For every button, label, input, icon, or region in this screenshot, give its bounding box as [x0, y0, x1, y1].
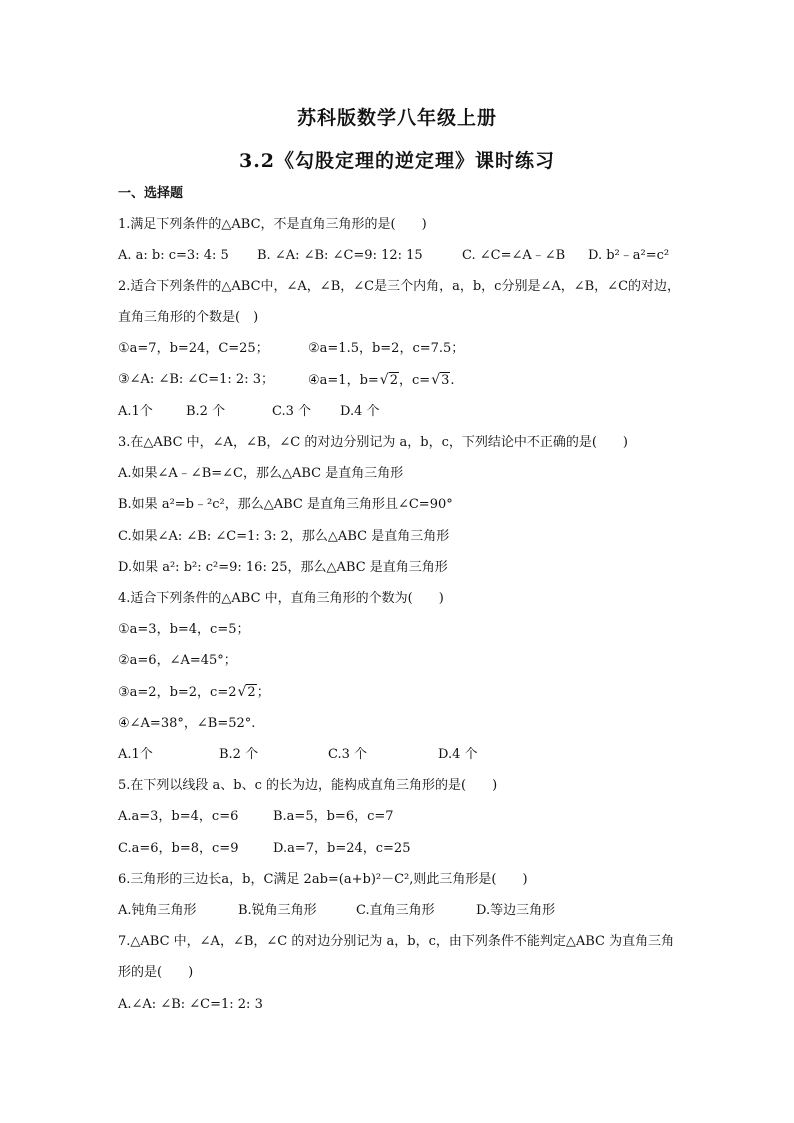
radicand: 2: [247, 685, 256, 700]
q2-items-row1: [118, 340, 618, 358]
q5-option-b: B.a=5，b=6，c=7: [273, 809, 394, 824]
q5-option-a: A.a=3，b=4，c=6: [118, 809, 239, 824]
q4-item-3-prefix: ③a=2，b=2，c=2: [118, 685, 237, 700]
radicand: 3: [441, 373, 450, 388]
q4-option-a: A.1个: [118, 747, 153, 762]
q6-options: [118, 902, 618, 920]
q2-option-c: C.3 个: [272, 404, 312, 419]
sqrt-2: [380, 371, 399, 390]
q1-stem: 1.满足下列条件的△ABC，不是直角三角形的是( ): [118, 217, 427, 232]
q4-item-3: [118, 683, 270, 702]
q2-item-3: ③∠A: ∠B: ∠C=1: 2: 3；: [118, 372, 274, 387]
q3-option-b: B.如果 a²=b﹣²c²，那么△ABC 是直角三角形且∠C=90°: [118, 497, 453, 512]
q5-option-d: D.a=7，b=24，c=25: [273, 841, 411, 856]
q2-stem-line2: 直角三角形的个数是( ): [118, 310, 259, 325]
q1-option-a: A. a: b: c=3: 4: 5: [118, 248, 229, 263]
radical-icon: √: [379, 372, 389, 388]
q2-item-2: ②a=1.5，b=2，c=7.5；: [308, 341, 465, 356]
q2-option-d: D.4 个: [340, 404, 380, 419]
q2-options: [118, 403, 518, 421]
q4-item-1: ①a=3，b=4，c=5；: [118, 622, 250, 637]
radicand: 2: [389, 373, 398, 388]
q7-stem-line1: 7.△ABC 中，∠A，∠B，∠C 的对边分别记为 a，b，c，由下列条件不能判定△ABC 为直角三角: [118, 934, 675, 949]
q2-items-row2: [118, 371, 618, 391]
q7-option-a: A.∠A: ∠B: ∠C=1: 2: 3: [118, 997, 263, 1012]
q5-options-row1: [118, 808, 518, 826]
sqrt-2: [238, 683, 257, 702]
q7-stem-line2: 形的是( ): [118, 965, 194, 980]
q2-item-4-end: .: [450, 373, 455, 388]
q5-option-c: C.a=6，b=8，c=9: [118, 841, 239, 856]
q4-item-3-end: ；: [256, 685, 270, 700]
q5-options-row2: [118, 840, 518, 858]
q4-options: [118, 746, 618, 764]
q1-option-c: C. ∠C=∠A﹣∠B: [462, 248, 566, 263]
q3-option-a: A.如果∠A﹣∠B=∠C，那么△ABC 是直角三角形: [118, 466, 404, 481]
radical-icon: √: [431, 372, 441, 388]
q6-option-b: B.锐角三角形: [238, 903, 317, 918]
q4-stem: 4.适合下列条件的△ABC 中，直角三角形的个数为( ): [118, 591, 444, 606]
q4-option-d: D.4 个: [438, 747, 478, 762]
q6-option-d: D.等边三角形: [476, 903, 556, 918]
q5-stem: 5.在下列以线段 a、b、c 的长为边，能构成直角三角形的是( ): [118, 778, 498, 793]
sqrt-3: [431, 371, 450, 390]
q2-item-4-prefix: ④a=1，b=: [308, 373, 379, 388]
q6-option-c: C.直角三角形: [356, 903, 435, 918]
q4-option-c: C.3 个: [328, 747, 368, 762]
q1-options: [118, 247, 718, 265]
q2-item-1: ①a=7，b=24，C=25；: [118, 341, 269, 356]
q2-option-a: A.1个: [118, 404, 153, 419]
q1-option-d: D. b²﹣a²=c²: [588, 248, 670, 263]
section-heading: 一、选择题: [118, 186, 184, 201]
q3-option-d: D.如果 a²: b²: c²=9: 16: 25，那么△ABC 是直角三角形: [118, 560, 448, 575]
radical-icon: √: [237, 684, 247, 700]
q2-item-4: [308, 371, 455, 390]
q2-option-b: B.2 个: [186, 404, 226, 419]
document-subtitle: 3.2《勾股定理的逆定理》课时练习: [238, 150, 556, 172]
q4-item-4: ④∠A=38°，∠B=52°.: [118, 716, 256, 731]
q2-item-4-middle: ，c=: [399, 373, 431, 388]
q4-item-2: ②a=6，∠A=45°；: [118, 653, 237, 668]
q4-option-b: B.2 个: [219, 747, 259, 762]
q6-stem: 6.三角形的三边长a，b，C满足 2ab=(a+b)²－C²,则此三角形是( ): [118, 872, 528, 887]
document-title: 苏科版数学八年级上册: [296, 107, 497, 129]
q1-option-b: B. ∠A: ∠B: ∠C=9: 12: 15: [257, 248, 423, 263]
q2-stem-line1: 2.适合下列条件的△ABC中，∠A，∠B，∠C是三个内角，a，b，c分别是∠A，∠B，∠C的对边，: [118, 279, 681, 294]
q3-option-c: C.如果∠A: ∠B: ∠C=1: 3: 2，那么△ABC 是直角三角形: [118, 529, 450, 544]
q6-option-a: A.钝角三角形: [118, 903, 197, 918]
q3-stem: 3.在△ABC 中，∠A，∠B，∠C 的对边分别记为 a，b，c，下列结论中不正确的是( ): [118, 435, 628, 450]
